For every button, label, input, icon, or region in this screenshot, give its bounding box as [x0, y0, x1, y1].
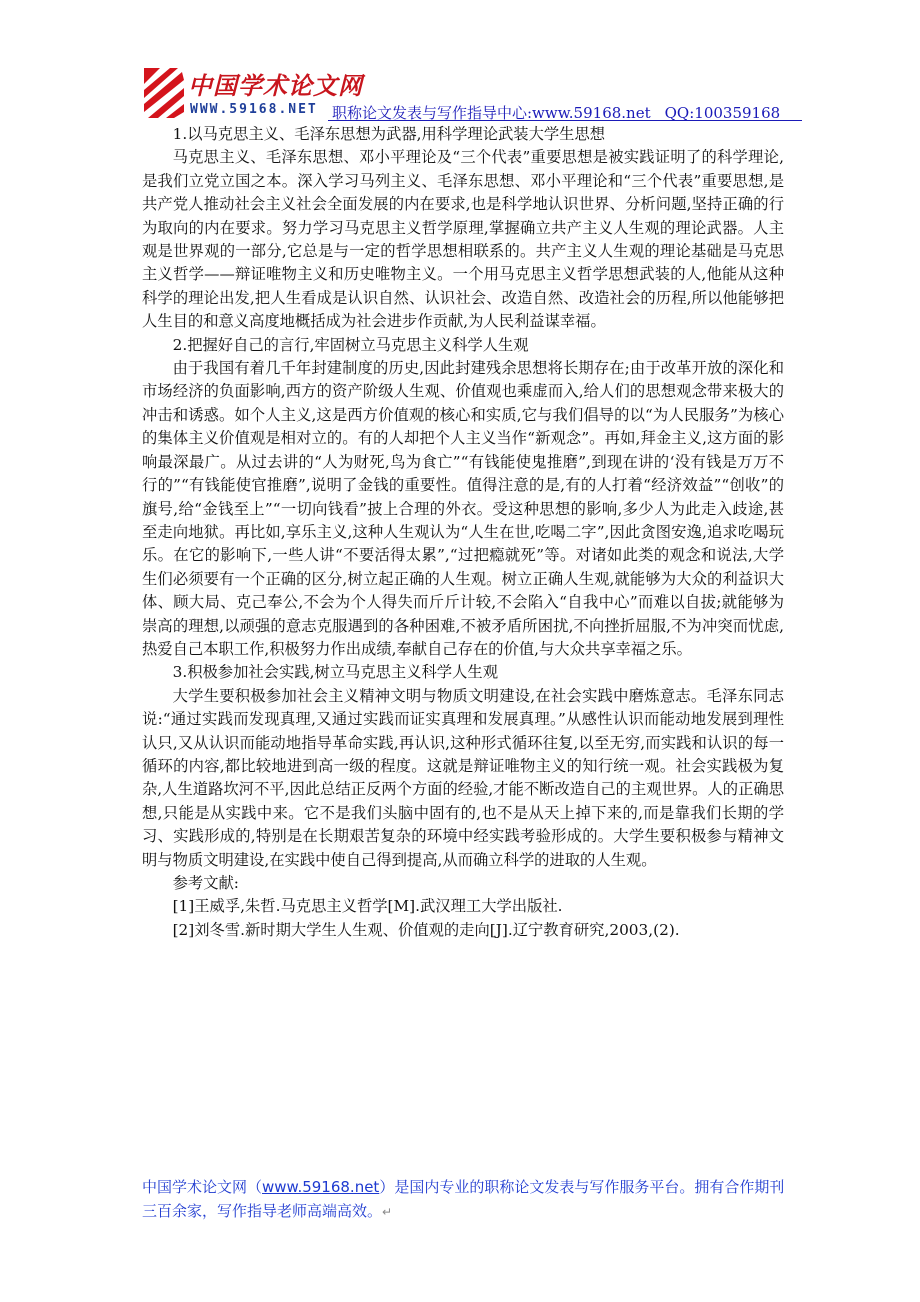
paragraph: 大学生要积极参加社会主义精神文明与物质文明建设,在社会实践中磨炼意志。毛泽东同志说:“通过实践而发现真理,又通过实践而证实真理和发展真理。”从感性认识而能动地发展到理性认只,又从认识而能动地指导革命实践,再认识,这种形式循环往复,以至无穷,而实践和认识的每一循环的内容,都比较地进到高一级的程度。这就是辩证唯物主义的知行统一观。社会实践极为复杂,人生道路坎河不平,因此总结正反两个方面的经验,才能不断改造自己的主观世界。人的正确思想,只能是从实践中来。它不是我们头脑中固有的,也不是从天上掉下来的,而是靠我们长期的学习、实践形成的,特别是在长期艰苦复杂的环境中经实践考验形成的。大学生要积极参与精神文明与物质文明建设,在实践中使自己得到提高,从而确立科学的进取的人生观。	[142, 686, 784, 869]
paragraph: 由于我国有着几千年封建制度的历史,因此封建残余思想将长期存在;由于改革开放的深化和市场经济的负面影响,西方的资产阶级人生观、价值观也乘虚而入,给人们的思想观念带来极大的冲击和诱惑。如个人主义,这是西方价值观的核心和实质,它与我们倡导的以“为人民服务”为核心的集体主义价值观是相对立的。有的人却把个人主义当作“新观念”。再如,拜金主义,这方面的影响最深最广。从过去讲的“人为财死,鸟为食亡”“有钱能使鬼推磨”,到现在讲的‘没有钱是万万不行的”“有钱能使官推磨”,说明了金钱的重要性。值得注意的是,有的人打着“经济效益”“创收”的旗号,给“金钱至上”“一切向钱看”披上合理的外衣。受这种思想的影响,多少人为此走入歧途,甚至走向地狱。再比如,享乐主义,这种人生观认为“人生在世,吃喝二字”,因此贪图安逸,追求吃喝玩乐。在它的影响下,一些人讲“不要活得太累”,“过把瘾就死”等。对诸如此类的观念和说法,大学生们必须要有一个正确的区分,树立起正确的人生观。树立正确人生观,就能够为大众的利益识大体、顾大局、克己奉公,不会为个人得失而斤斤计较,不会陷入“自我中心”而难以自拔;就能够为崇高的理想,以顽强的意志克服遇到的各种困难,不被矛盾所困扰,不向挫折屈服,不为冲突而忧虑,热爱自己本职工作,积极努力作出成绩,奉献自己存在的价值,与大众共享幸福之乐。	[142, 359, 784, 658]
site-logo[interactable]	[142, 64, 363, 122]
return-mark-icon: ↵	[382, 1205, 393, 1219]
footer-text-before: 中国学术论文网（	[142, 1178, 263, 1196]
section-heading: 3.积极参加社会实践,树立马克思主义科学人生观	[172, 663, 498, 682]
article-body	[142, 123, 784, 942]
logo-text: 中国学术论文网	[188, 72, 363, 100]
qq-number: QQ:100359168	[664, 104, 781, 122]
reference-item: [2]刘冬雪.新时期大学生人生观、价值观的走向[J].辽宁教育研究,2003,(2).	[172, 920, 680, 939]
logo-stripes-icon	[142, 66, 186, 120]
center-name[interactable]: 职称论文发表与写作指导中心:www.59168.net	[332, 104, 651, 122]
footer-link[interactable]: www.59168.net	[262, 1178, 380, 1196]
section-heading: 1.以马克思主义、毛泽东思想为武器,用科学理论武装大学生思想	[172, 125, 606, 143]
paragraph: 马克思主义、毛泽东思想、邓小平理论及“三个代表”重要思想是被实践证明了的科学理论,是我们立党立国之本。深入学习马列主义、毛泽东思想、邓小平理论和“三个代表”重要思想,是共产党人推动社会主义社会全面发展的内在要求,也是科学地认识世界、分析问题,坚持正确的行为取向的内在要求。努力学习马克思主义哲学原理,掌握确立共产主义人生观的理论武器。人主观是世界观的一部分,它总是与一定的哲学思想相联系的。共产主义人生观的理论基础是马克思主义哲学——辩证唯物主义和历史唯物主义。一个用马克思主义哲学思想武装的人,他能从这种科学的理论出发,把人生看成是认识自然、认识社会、改造自然、改造社会的历程,所以他能够把人生目的和意义高度地概括成为社会进步作贡献,为人民利益谋幸福。	[142, 148, 784, 331]
header-divider	[328, 120, 802, 121]
references-heading: 参考文献:	[172, 874, 239, 892]
section-heading: 2.把握好自己的言行,牢固树立马克思主义科学人生观	[172, 335, 529, 354]
logo-url: WWW.59168.NET	[190, 102, 318, 117]
page-header	[142, 62, 802, 128]
reference-item: [1]王威孚,朱哲.马克思主义哲学[M].武汉理工大学出版社.	[172, 897, 563, 916]
footer-text-after: ）是国内专业的职称论文发表与写作服务平台。拥有合作期刊三百余家，写作指导老师高端高效。	[142, 1178, 785, 1220]
page-footer	[142, 1175, 792, 1224]
